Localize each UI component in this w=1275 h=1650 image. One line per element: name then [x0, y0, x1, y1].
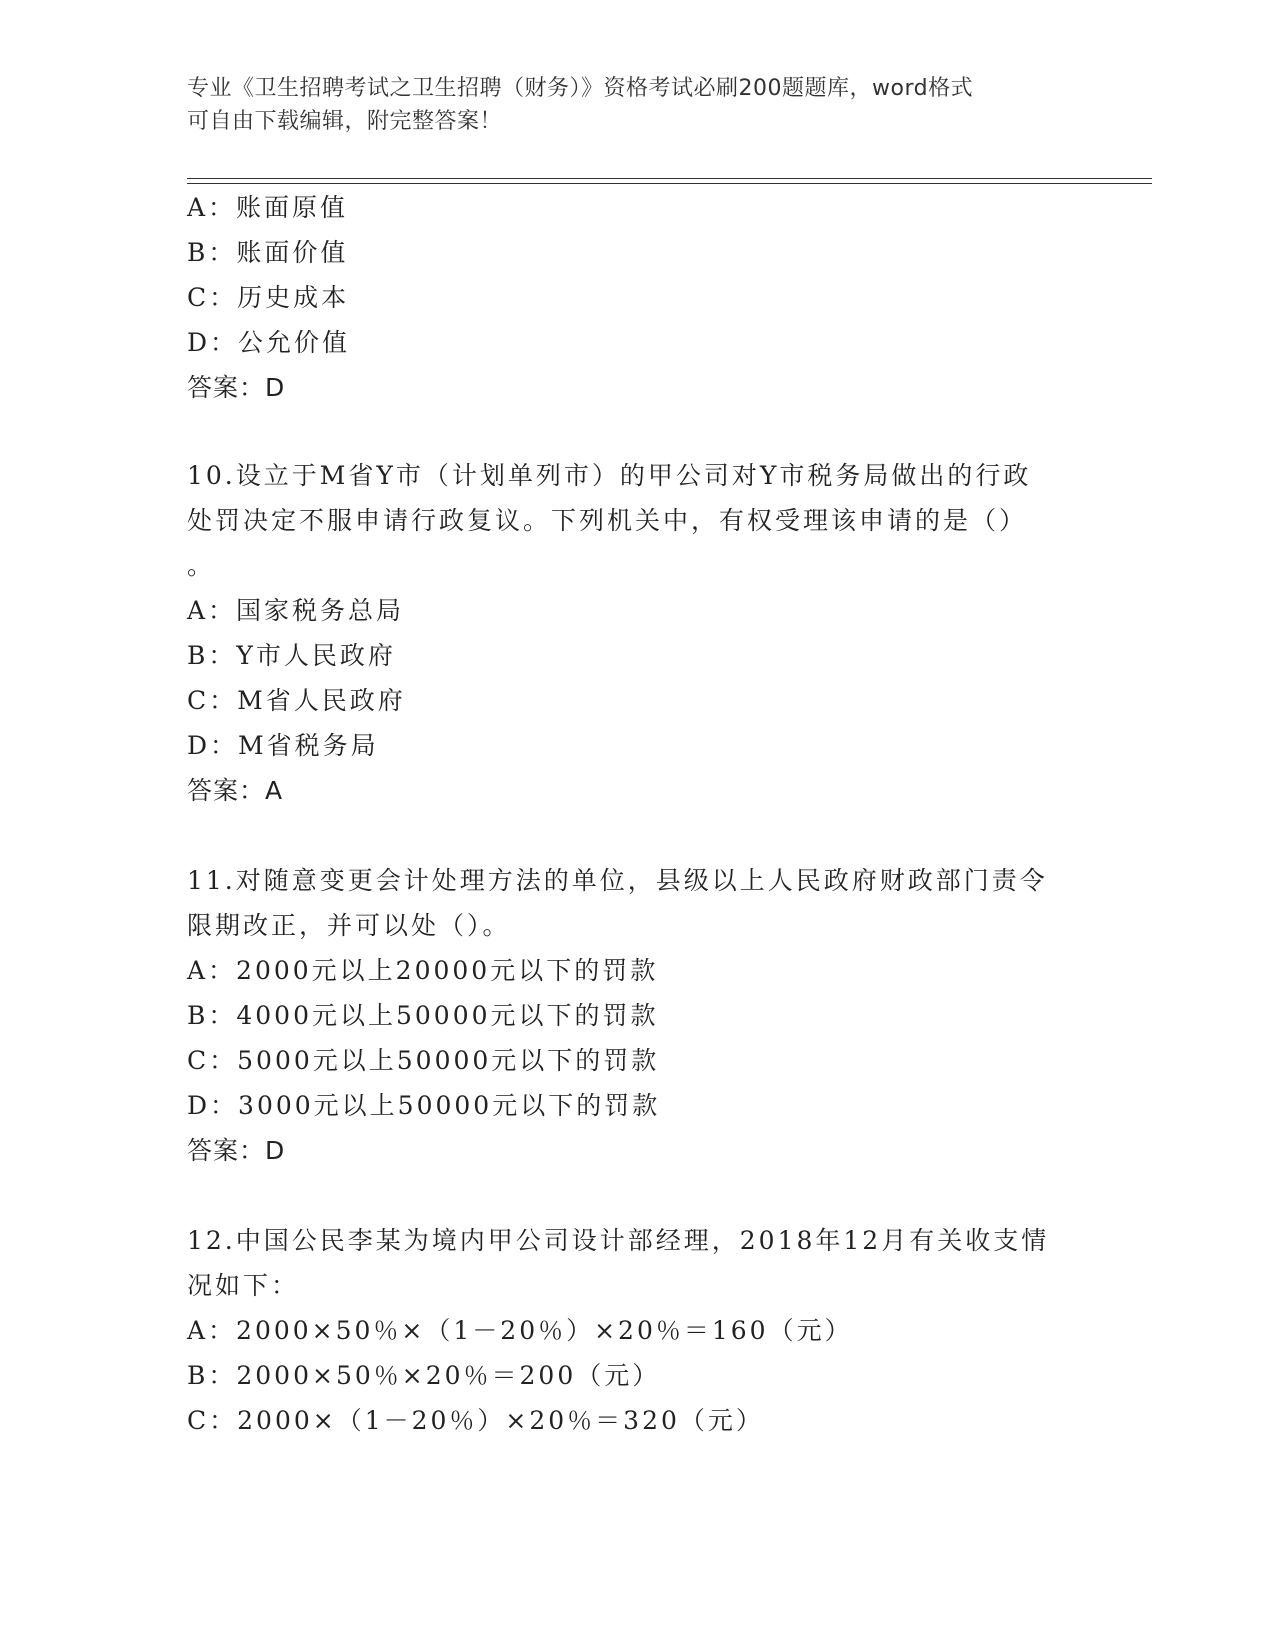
question-11-line-1: 11.对随意变更会计处理方法的单位，县级以上人民政府财政部门责令	[187, 866, 1048, 895]
option-b: B：2000×50％×20％＝200（元）	[187, 1361, 661, 1390]
option-d: D：3000元以上50000元以下的罚款	[187, 1091, 661, 1120]
option-c: C：M省人民政府	[187, 686, 406, 715]
option-a: A：账面原值	[187, 193, 349, 222]
option-c: C：5000元以上50000元以下的罚款	[187, 1046, 660, 1075]
answer: 答案：D	[187, 373, 286, 402]
question-10-line-1: 10.设立于M省Y市（计划单列市）的甲公司对Y市税务局做出的行政	[187, 461, 1032, 490]
option-c: C：2000×（1－20％）×20％＝320（元）	[187, 1406, 764, 1435]
answer: 答案：D	[187, 1136, 286, 1165]
option-a: A：2000×50％×（1－20％）×20％＝160（元）	[187, 1316, 853, 1345]
document-header	[187, 72, 1087, 138]
question-12-line-1: 12.中国公民李某为境内甲公司设计部经理，2018年12月有关收支情	[187, 1226, 1050, 1255]
header-line-1: 专业《卫生招聘考试之卫生招聘（财务）》资格考试必刷200题题库，word格式	[187, 76, 974, 101]
option-d: D：M省税务局	[187, 731, 379, 760]
header-divider-top	[187, 178, 1152, 179]
option-b: B：账面价值	[187, 238, 349, 267]
option-c: C：历史成本	[187, 283, 350, 312]
option-b: B：4000元以上50000元以下的罚款	[187, 1001, 659, 1030]
question-12-line-2: 况如下：	[187, 1271, 300, 1300]
question-10-line-3: 。	[187, 551, 216, 580]
question-10-line-2: 处罚决定不服申请行政复议。下列机关中，有权受理该申请的是（）	[187, 506, 1028, 535]
question-11-line-2: 限期改正，并可以处（）。	[187, 911, 511, 940]
option-a: A：国家税务总局	[187, 596, 405, 625]
header-line-2: 可自由下载编辑，附完整答案！	[187, 109, 503, 134]
answer: 答案：A	[187, 776, 284, 805]
header-divider-bottom	[187, 183, 1152, 184]
option-d: D：公允价值	[187, 328, 351, 357]
option-b: B：Y市人民政府	[187, 641, 396, 670]
option-a: A：2000元以上20000元以下的罚款	[187, 956, 659, 985]
